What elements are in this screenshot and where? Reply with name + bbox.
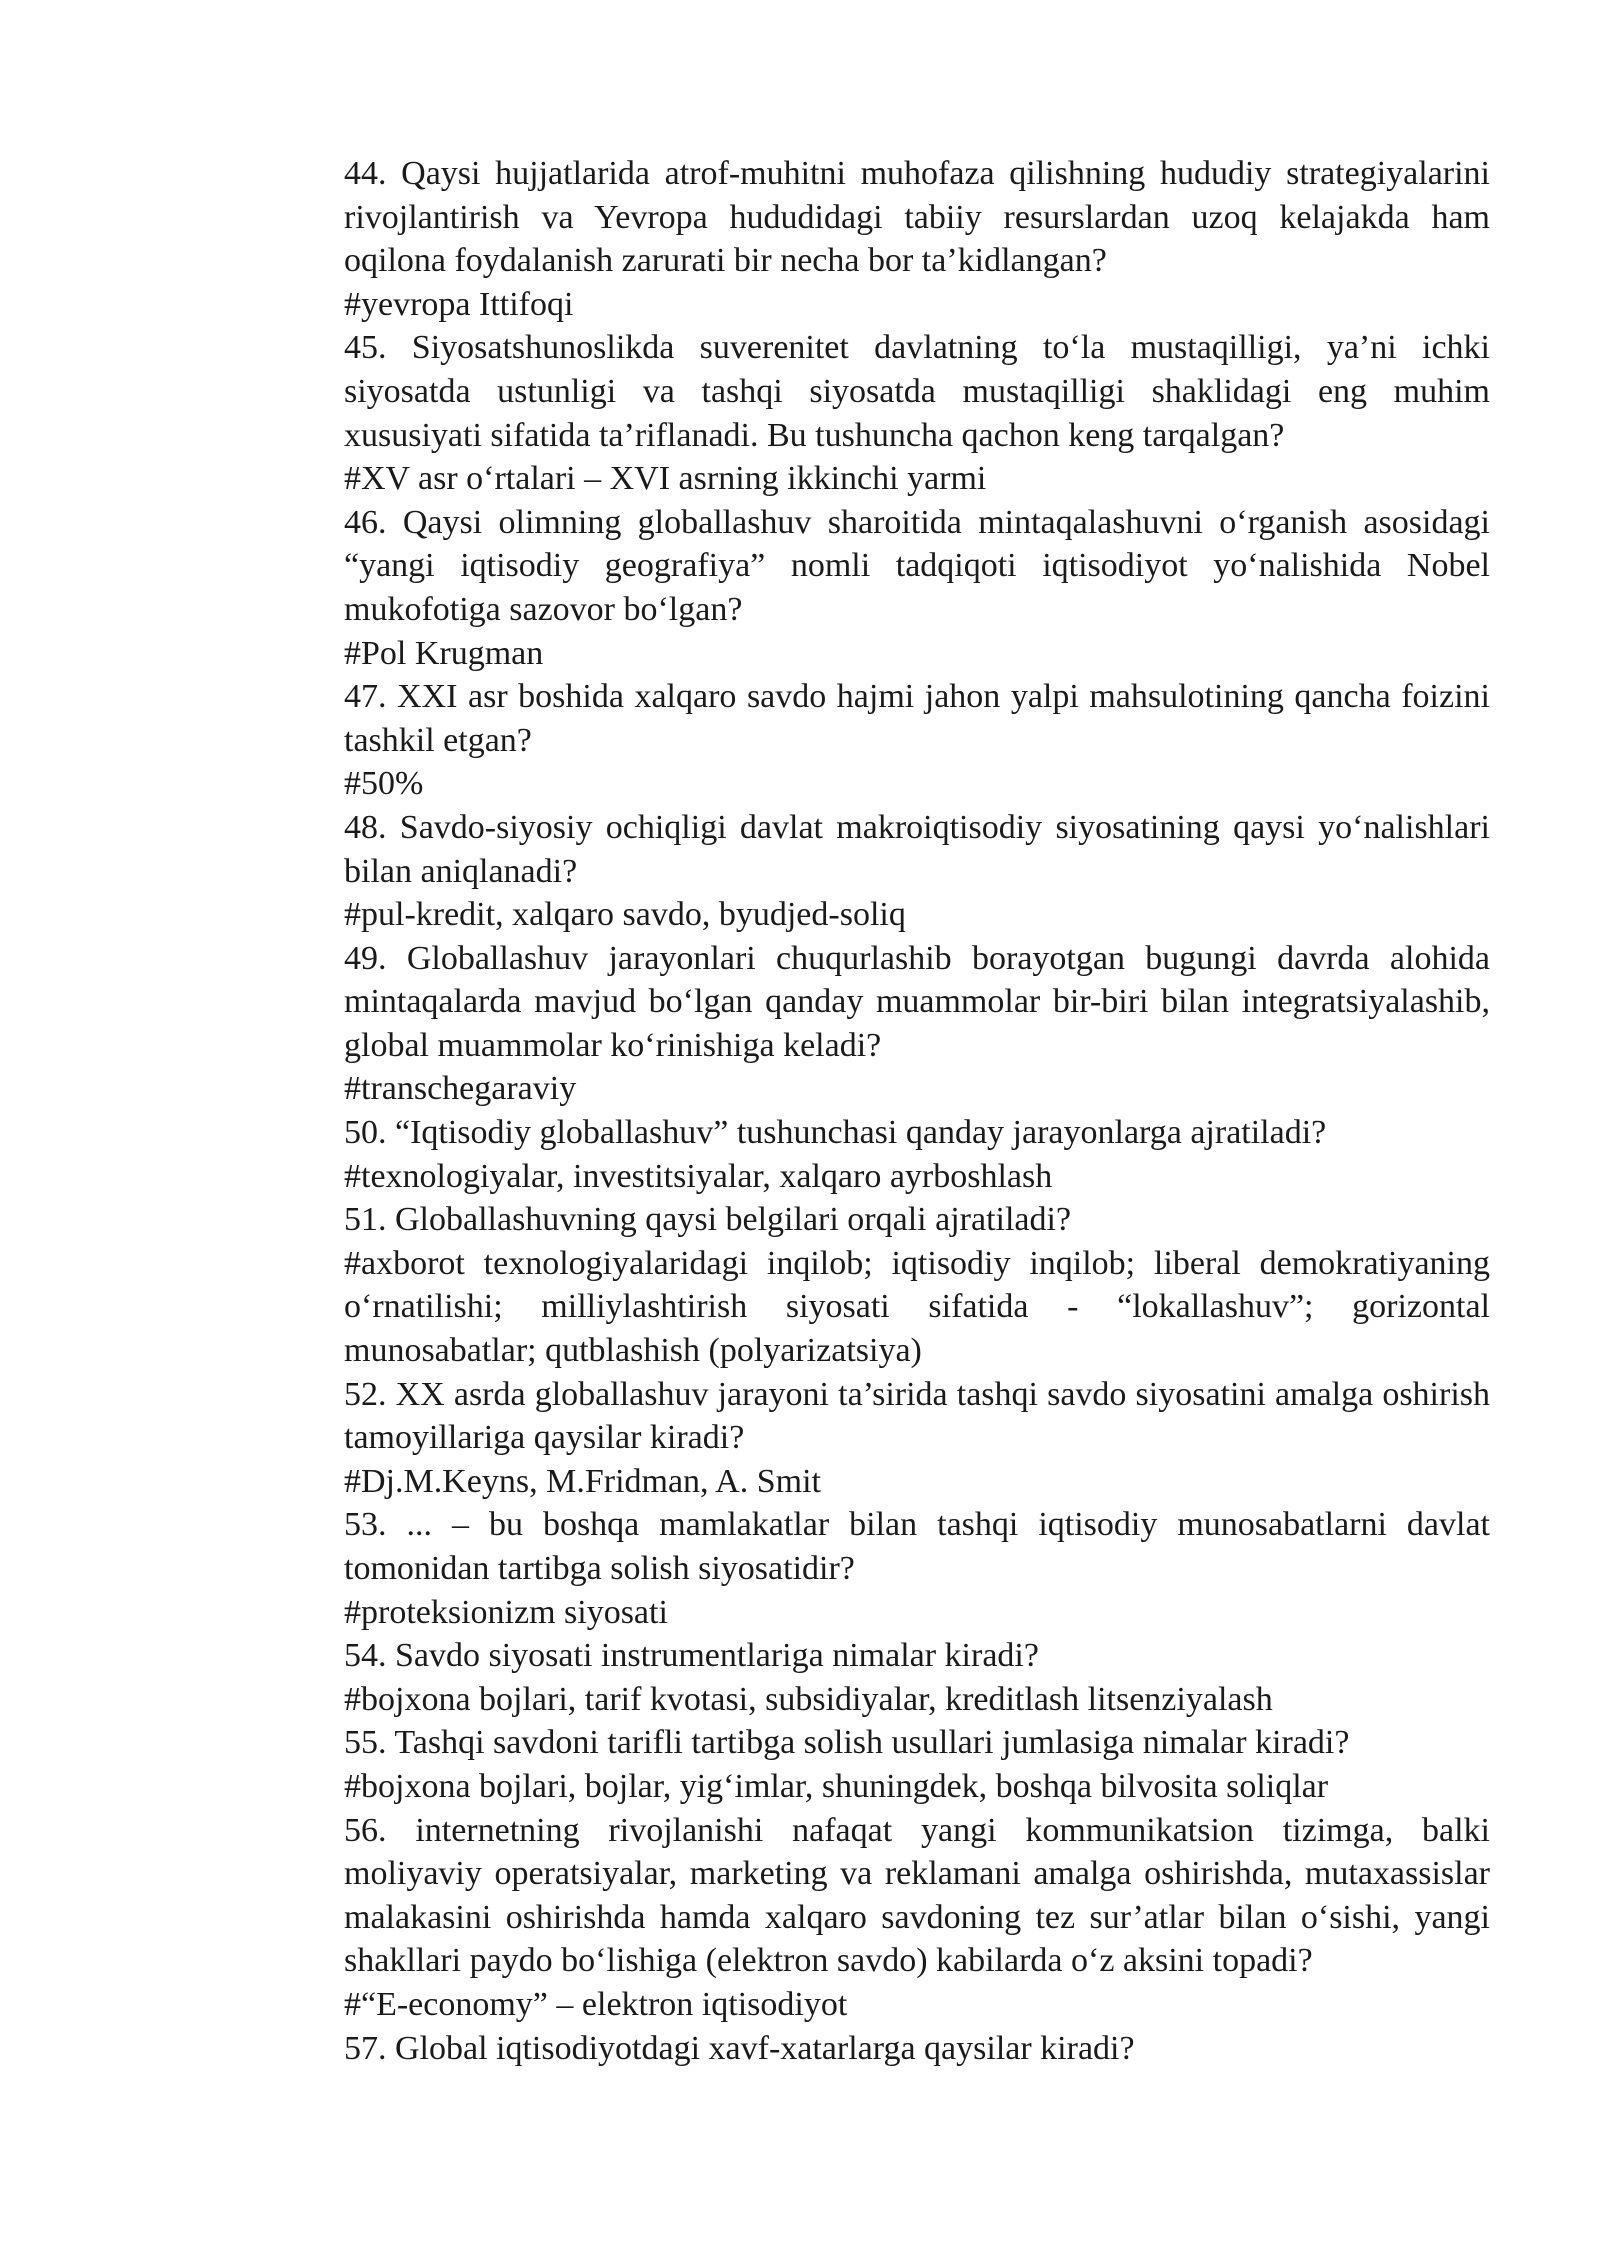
answer-text: #“E-economy” – elektron iqtisodiyot (344, 1985, 848, 2023)
question-item (344, 1809, 1490, 2027)
answer-text: #texnologiyalar, investitsiyalar, xalqaro ayrboshlash (344, 1157, 1053, 1195)
question-text: 46. Qaysi olimning globallashuv sharoitida mintaqalashuvni o‘rganish asosidagi “yangi iqtisodiy geografiya” nomli tadqiqoti iqtisodiyot yo‘nalishida Nobel mukofotiga sazovor bo‘lgan? (344, 503, 1490, 628)
question-text: 57. Global iqtisodiyotdagi xavf-xatarlarga qaysilar kiradi? (344, 2029, 1135, 2067)
question-item (344, 2027, 1490, 2071)
answer-text: #bojxona bojlari, bojlar, yig‘imlar, shuningdek, boshqa bilvosita soliqlar (344, 1767, 1329, 1805)
answer-text: #pul-kredit, xalqaro savdo, byudjed-soliq (344, 896, 906, 934)
question-item (344, 675, 1490, 806)
question-text: 44. Qaysi hujjatlarida atrof-muhitni muhofaza qilishning hududiy strategiyalarini rivojlantirish va Yevropa hududidagi tabiiy resurslardan uzoq kelajakda ham oqilona foydalanish zarurati bir necha bor ta’kidlangan? (344, 155, 1490, 280)
question-item (344, 326, 1490, 500)
question-item (344, 1634, 1490, 1721)
question-item (344, 501, 1490, 675)
question-text: 50. “Iqtisodiy globallashuv” tushunchasi qanday jarayonlarga ajratiladi? (344, 1114, 1327, 1152)
question-item (344, 806, 1490, 937)
answer-text: #bojxona bojlari, tarif kvotasi, subsidiyalar, kreditlash litsenziyalash (344, 1680, 1273, 1718)
question-item (344, 152, 1490, 326)
question-item (344, 1111, 1490, 1198)
answer-text: #XV asr o‘rtalari – XVI asrning ikkinchi yarmi (344, 460, 987, 498)
question-item (344, 1373, 1490, 1504)
question-item (344, 1503, 1490, 1634)
question-text: 52. XX asrda globallashuv jarayoni ta’sirida tashqi savdo siyosatini amalga oshirish tamoyillariga qaysilar kiradi? (344, 1375, 1490, 1457)
answer-text: #Pol Krugman (344, 634, 544, 672)
question-text: 47. XXI asr boshida xalqaro savdo hajmi jahon yalpi mahsulotining qancha foizini tashkil etgan? (344, 678, 1490, 759)
question-item (344, 1198, 1490, 1372)
question-text: 45. Siyosatshunoslikda suverenitet davlatning to‘la mustaqilligi, ya’ni ichki siyosatda ustunligi va tashqi siyosatda mustaqilligi shaklidagi eng muhim xususiyati sifatida ta’riflanadi. Bu tushuncha qachon keng tarqalgan? (344, 329, 1490, 454)
question-item (344, 1721, 1490, 1808)
question-text: 53. ... – bu boshqa mamlakatlar bilan tashqi iqtisodiy munosabatlarni davlat tomonidan tartibga solish siyosatidir? (344, 1506, 1490, 1587)
question-item (344, 937, 1490, 1111)
answer-text: #axborot texnologiyalaridagi inqilob; iqtisodiy inqilob; liberal demokratiyaning o‘rnatilishi; milliylashtirish siyosati sifatida - “lokallashuv”; gorizontal munosabatlar; qutblashish (polyarizatsiya) (344, 1244, 1490, 1370)
question-text: 51. Globallashuvning qaysi belgilari orqali ajratiladi? (344, 1201, 1072, 1239)
question-text: 56. internetning rivojlanishi nafaqat yangi kommunikatsion tizimga, balki moliyaviy operatsiyalar, marketing va reklamani amalga oshirishda, mutaxassislar malakasini oshirishda hamda xalqaro savdoning tez sur’atlar bilan o‘sishi, yangi shakllari paydo bo‘lishiga (elektron savdo) kabilarda o‘z aksini topadi? (344, 1811, 1490, 1980)
answer-text: #proteksionizm siyosati (344, 1593, 668, 1631)
question-text: 54. Savdo siyosati instrumentlariga nimalar kiradi? (344, 1637, 1039, 1675)
answer-text: #transchegaraviy (344, 1070, 577, 1108)
question-text: 55. Tashqi savdoni tarifli tartibga solish usullari jumlasiga nimalar kiradi? (344, 1724, 1350, 1762)
document-page (344, 152, 1490, 2070)
answer-text: #Dj.M.Keyns, M.Fridman, A. Smit (344, 1462, 821, 1500)
question-text: 49. Globallashuv jarayonlari chuqurlashib borayotgan bugungi davrda alohida mintaqalarda mavjud bo‘lgan qanday muammolar bir-biri bilan integratsiyalashib, global muammolar ko‘rinishiga keladi? (344, 939, 1490, 1064)
answer-text: #50% (344, 765, 424, 803)
question-text: 48. Savdo-siyosiy ochiqligi davlat makroiqtisodiy siyosatining qaysi yo‘nalishlari bilan aniqlanadi? (344, 808, 1490, 890)
answer-text: #yevropa Ittifoqi (344, 285, 574, 323)
